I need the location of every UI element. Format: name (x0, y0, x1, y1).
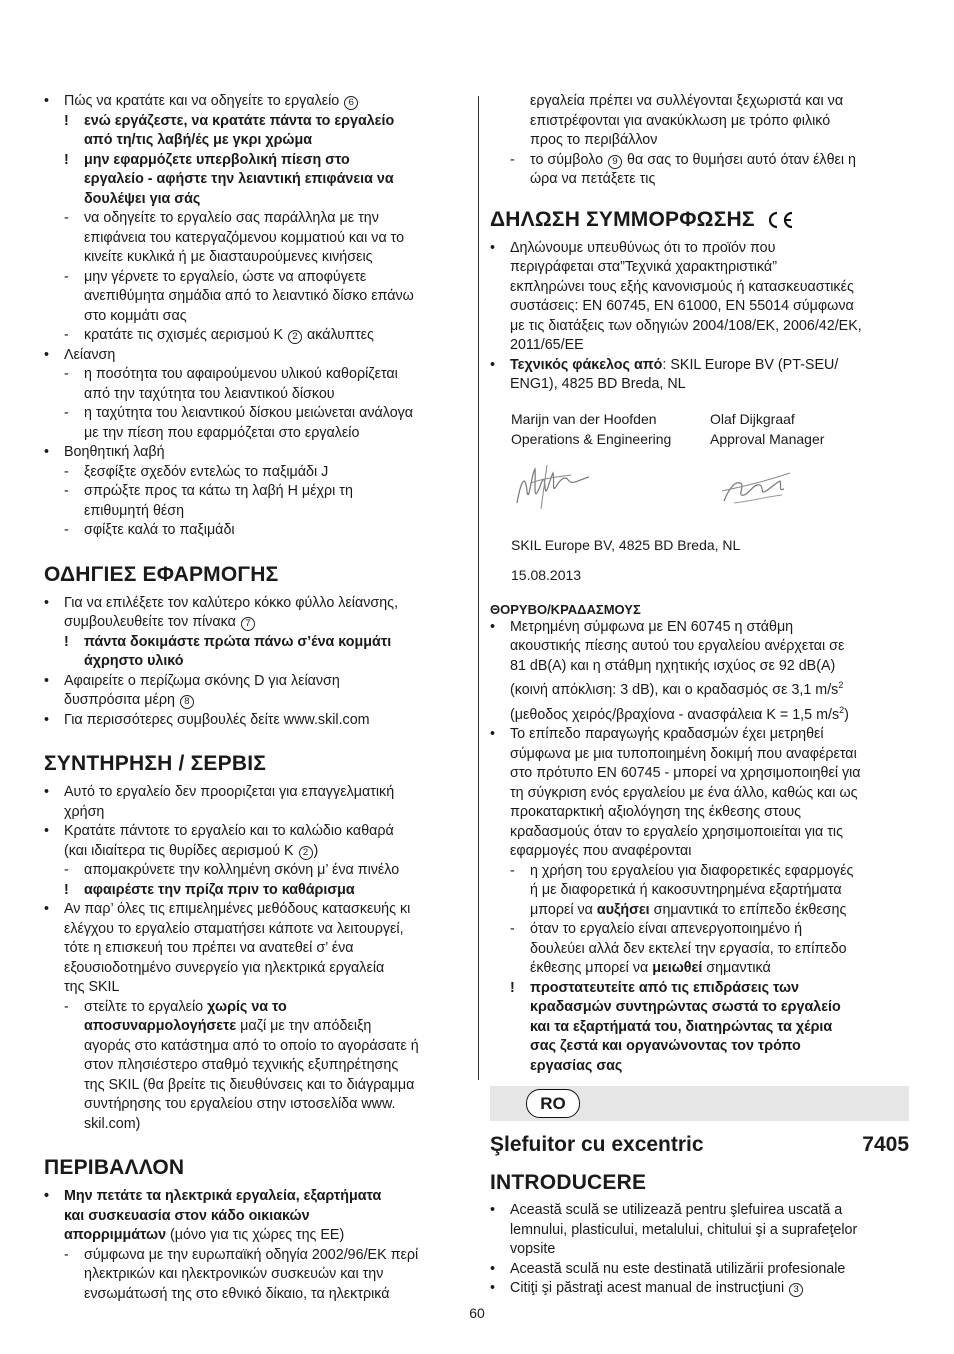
section-title-environment: ΠΕΡΙΒΑΛΛΟΝ (44, 1156, 185, 1179)
list-item: - μην γέρνετε το εργαλείο, ώστε να αποφύγετε (64, 268, 367, 285)
list-item: • Μην πετάτε τα ηλεκτρικά εργαλεία, εξαρτήματα (44, 1188, 382, 1204)
signature-image (511, 461, 601, 516)
column-divider (478, 96, 479, 1080)
list-item: • Μετρημένη σύμφωνα με EN 60745 η στάθμη (490, 618, 794, 635)
signature-image (710, 461, 800, 516)
list-item: • Αν παρ’ όλες τις επιμελημένες μεθόδους κατασκευής κι (44, 901, 411, 917)
company-address: SKIL Europe BV, 4825 BD Breda, NL (511, 536, 741, 553)
product-heading (490, 1132, 909, 1158)
list-item: • Citiţi şi păstraţi acest manual de instrucţiuni 3 (490, 1279, 909, 1299)
list-item: - ξεσφίξτε σχεδόν εντελώς το παξιμάδι J (64, 463, 329, 480)
right-column: εργαλεία πρέπει να συλλέγονται ξεχωριστά και να επιστρέφονται για ανακύκλωση με τρόπο φιλικό προς το περιβάλλον - το σύμβολο 9 θα σας το θυμήσει αυτό όταν έλθει η ώρα να πετάξετε τις ΔΗΛΩΣΗ ΣΥΜΜΟΡΦΩΣΗΣ • Δηλώνουμε υπευθύνως ότι το προϊόν που περιγράφεται στα”Τεχνικά χαρακτηριστικά” εκπληρώνει τους εξής κανονισμούς ή κατασκευαστικές συστάσεις: EN 60745, EN 61000, EN 55014 σύμφωνα με τις διατάξεις των οδηγιών 2004/108/ΕΚ, 2006/42/ΕΚ, 2011/65/ΕΕ • Τεχνικός φάκελος από: SKIL Europe BV (PT-SEU/ ENG1), 4825 BD Breda, NL Marijn van der Hoofden Operations & Engineering Olaf Dijkgraaf Approval Manager SKIL Europe BV, 4825 BD Breda, NL 15.08.2013 ΘΟΡΥΒΟ/ΚΡΑΔΑΣΜΟΥΣ • Μετρημένη σύμφωνα με EN 60745 η στάθμη ακουστικής πίεσης αυτού του εργαλείου ανέρχεται σε 81 dB(A) και η στάθμη ηχητικής ισχύος σε 92 dB(A) (κοινή απόκλιση: 3 dB), και ο κραδασμός σε 3,1 $m/s^2$ (μεθοδος χειρός/βραχίονα - ανασφάλεια K = 1,5 $m/s^2$) • Το επίπεδο παραγωγής κραδασμών έχει μετρηθεί σύμφωνα με μια τυποποιημένη δοκιμή που αναφέρεται στο πρότυπο EN 60745 - μπορεί να χρησιμοποιηθεί για τη σύγκριση ενός εργαλείου με ένα άλλο, καθώς και ως προκαταρκτική αξιολόγηση της έκθεσης στους κραδασμούς όταν το εργαλείο χρησιμοποιείται για τις εφαρμογές που αναφέρονται - η χρήση του εργαλείου για διαφορετικές εφαρμογές ή με διαφορετικά ή κακοσυντηρημένα εξαρτήματα μπορεί να αυξήσει σημαντικά το επίπεδο έκθεσης - όταν το εργαλείο είναι απενεργοποιημένο ή δουλεύει αλλά δεν εκτελεί την εργασία, το επίπεδο έκθεσης μπορεί να μειωθεί σημαντικά ! προστατευτείτε από τις επιδράσεις των κραδασμών συντηρώντας σωστά το εργαλείο και τα εξαρτήματά του, διατηρώντας τα χέρια σας ζεστά και οργανώνοντας τον τρόπο εργασίας σας (490, 92, 909, 1076)
list-item: - στείλτε το εργαλείο χωρίς να το (64, 998, 287, 1015)
warning-item: ! προστατευτείτε από τις επιδράσεις των (510, 979, 800, 996)
list-item: - σύμφωνα με την ευρωπαϊκή οδηγία 2002/96/ΕΚ περί (64, 1246, 419, 1263)
list-item: • Δηλώνουμε υπευθύνως ότι το προϊόν που (490, 239, 776, 256)
ce-mark-icon (765, 210, 795, 230)
ref-number: 2 (299, 846, 313, 860)
signer-name: Olaf Dijkgraaf (710, 410, 795, 427)
page-number: 60 (469, 1305, 485, 1321)
list-item: - να οδηγείτε το εργαλείο σας παράλληλα με την (64, 210, 379, 226)
list-item: • Τεχνικός φάκελος από: SKIL Europe BV (PT-SEU/ (490, 356, 839, 373)
product-model: 7405 (862, 1133, 909, 1156)
signer-role: Approval Manager (710, 430, 825, 447)
ro-section: Şlefuitor cu excentric 7405 INTRODUCERE • Această sculă se utilizează pentru şlefuirea uscată a lemnului, plasticului, metalului, chitului şi a suprafeţelor vopsite • Această sculă nu este destinată utilizării profesionale • Citiţi şi păstraţi acest manual de instrucţiuni 3 (490, 1132, 909, 1299)
list-item: • Πώς να κρατάτε και να οδηγείτε το εργαλείο 6 (44, 92, 468, 112)
signer-name: Marijn van der Hoofden (511, 410, 657, 427)
signatures-block (490, 409, 909, 585)
signer-role: Operations & Engineering (511, 430, 672, 447)
list-item: • Για να επιλέξετε τον καλύτερο κόκκο φύλλο λείανσης, (44, 594, 399, 611)
list-item: - κρατάτε τις σχισμές αερισμού K 2 ακάλυπτες (64, 327, 374, 343)
ref-number: 6 (344, 96, 358, 110)
product-name: Şlefuitor cu excentric (490, 1133, 704, 1156)
section-title-application: ΟΔΗΓΙΕΣ ΕΦΑΡΜΟΓΗΣ (44, 562, 279, 586)
ref-number: 2 (288, 330, 302, 344)
ref-number: 3 (789, 1283, 803, 1297)
section-title-maintenance: ΣΥΝΤΗΡΗΣΗ / ΣΕΡΒΙΣ (44, 752, 267, 775)
list-item: - όταν το εργαλείο είναι απενεργοποιημένο ή (510, 921, 803, 937)
list-item: • Για περισσότερες συμβουλές δείτε www.skil.com (44, 711, 370, 728)
warning-item: ! μην εφαρμόζετε υπερβολική πίεση στο (64, 151, 350, 168)
list-item: - η ταχύτητα του λειαντικού δίσκου μειώνεται ανάλογα (64, 405, 414, 421)
ref-number: 8 (180, 695, 194, 709)
list-item: - η χρήση του εργαλείου για διαφορετικές εφαρμογές (510, 862, 854, 879)
section-title-intro: INTRODUCERE (490, 1171, 647, 1194)
left-column: • Πώς να κρατάτε και να οδηγείτε το εργαλείο 6 ! ενώ εργάζεστε, να κρατάτε πάντα το εργαλείο από τη/τις λαβή/ές με γκρι χρώμα ! μην εφαρμόζετε υπερβολική πίεση στο εργαλείο - αφήστε την λειαντική επιφάνεια να δουλέψει για σάς - να οδηγείτε το εργαλείο σας παράλληλα με την επιφάνεια του κατεργαζόμενου κομματιού και να το κινείτε κυκλικά ή με διασταυρούμενες κινήσεις - μην γέρνετε το εργαλείο, ώστε να αποφύγετε ανεπιθύμητα σημάδια από το λειαντικό δίσκο επάνω στο κομμάτι σας - κρατάτε τις σχισμές αερισμού K 2 ακάλυπτες • Λείανση - η ποσότητα του αφαιρούμενου υλικού καθορίζεται από την ταχύτητα του λειαντικού δίσκου - η ταχύτητα του λειαντικού δίσκου μειώνεται ανάλογα με την πίεση που εφαρμόζεται στο εργαλείο • Βοηθητική λαβή - ξεσφίξτε σχεδόν εντελώς το παξιμάδι J - σπρώξτε προς τα κάτω τη λαβή H μέχρι τη επιθυμητή θέση - σφίξτε καλά το παξιμάδι ΟΔΗΓΙΕΣ ΕΦΑΡΜΟΓΗΣ • Για να επιλέξετε τον καλύτερο κόκκο φύλλο λείανσης, συμβουλευθείτε τον πίνακα 7 ! πάντα δοκιμάστε πρώτα πάνω σ’ένα κομμάτι άχρηστο υλικό • Αφαιρείτε ο περίζωμα σκόνης D για λείανση δυσπρόσιτα μέρη 8 • Για περισσότερες συμβουλές δείτε www.skil.com ΣΥΝΤΗΡΗΣΗ / ΣΕΡΒΙΣ • Αυτό το εργαλείο δεν προοριζεται για επαγγελματική χρήση • Κρατάτε πάντοτε το εργαλείο και το καλώδιο καθαρά (και ιδιαίτερα τις θυρίδες αερισμού K 2 ) - απομακρύνετε την κολλημένη σκόνη μ’ ένα πινέλο ! αφαιρέστε την πρίζα πριν το καθάρισμα • Αν παρ’ όλες τις επιμελημένες μεθόδους κατασκευής κι ελέγχου το εργαλείο σταματήσει κάποτε να λειτουργεί, τότε η επισκευή του πρέπει να ανατεθεί σ’ ένα εξουσιοδοτημένο συνεργείο για ηλεκτρικά εργαλεία της SKIL - στείλτε το εργαλείο χωρίς να το αποσυναρμολογήσετε μαζί με την απόδειξη αγοράς στο κατάστημα από το οποίο το αγοράσατε ή στον πλησιέστερο σταθμό τεχνικής εξυπηρέτησης της SKIL (θα βρείτε τις διευθύνσεις και το διάγραμμα συντήρησης του εργαλείου στην ιστοσελίδα www. skil.com) ΠΕΡΙΒΑΛΛΟΝ • Μην πετάτε τα ηλεκτρικά εργαλεία, εξαρτήματα και συσκευασία στον κάδο οικιακών απορριμμάτων (μόνο για τις χώρες της ΕΕ) - σύμφωνα με την ευρωπαϊκή οδηγία 2002/96/ΕΚ περί ηλεκτρικών και ηλεκτρονικών συσκευών και την ενσωμάτωσή της στο εθνικό δίκαιο, τα ηλεκτρικά (44, 92, 468, 1304)
list-item: • Αφαιρείτε ο περίζωμα σκόνης D για λείανση (44, 672, 340, 689)
declaration-date: 15.08.2013 (511, 566, 582, 583)
section-title-conformity: ΔΗΛΩΣΗ ΣΥΜΜΟΡΦΩΣΗΣ (490, 207, 909, 233)
list-item: - σφίξτε καλά το παξιμάδι (64, 522, 235, 538)
list-item: - σπρώξτε προς τα κάτω τη λαβή H μέχρι τη (64, 483, 353, 499)
warning-item: ! ενώ εργάζεστε, να κρατάτε πάντα το εργαλείο (64, 112, 395, 129)
language-bar (490, 1086, 909, 1121)
warning-item: ! αφαιρέστε την πρίζα πριν το καθάρισμα (64, 881, 355, 898)
ref-number: 9 (608, 155, 622, 169)
ref-number: 7 (241, 617, 255, 631)
list-item: • Această sculă nu este destinată utilizării profesionale (490, 1260, 846, 1277)
warning-item: ! πάντα δοκιμάστε πρώτα πάνω σ’ένα κομμάτι (64, 633, 392, 650)
language-badge: RO (526, 1089, 580, 1118)
list-item: • Αυτό το εργαλείο δεν προοριζεται για επαγγελματική (44, 784, 395, 800)
list-item: - το σύμβολο 9 θα σας το θυμήσει αυτό όταν έλθει η (510, 151, 857, 168)
list-item: • Λείανση (44, 346, 116, 363)
list-item: • Această sculă se utilizează pentru şlefuirea uscată a (490, 1202, 843, 1218)
list-item: - απομακρύνετε την κολλημένη σκόνη μ’ ένα πινέλο (64, 862, 400, 878)
list-item: • Κρατάτε πάντοτε το εργαλείο και το καλώδιο καθαρά (44, 823, 394, 839)
list-item: • Το επίπεδο παραγωγής κραδασμών έχει μετρηθεί (490, 726, 824, 742)
list-item: - η ποσότητα του αφαιρούμενου υλικού καθορίζεται (64, 366, 398, 382)
list-item: • Βοηθητική λαβή (44, 444, 165, 460)
section-title-noise: ΘΟΡΥΒΟ/ΚΡΑΔΑΣΜΟΥΣ (490, 601, 641, 617)
